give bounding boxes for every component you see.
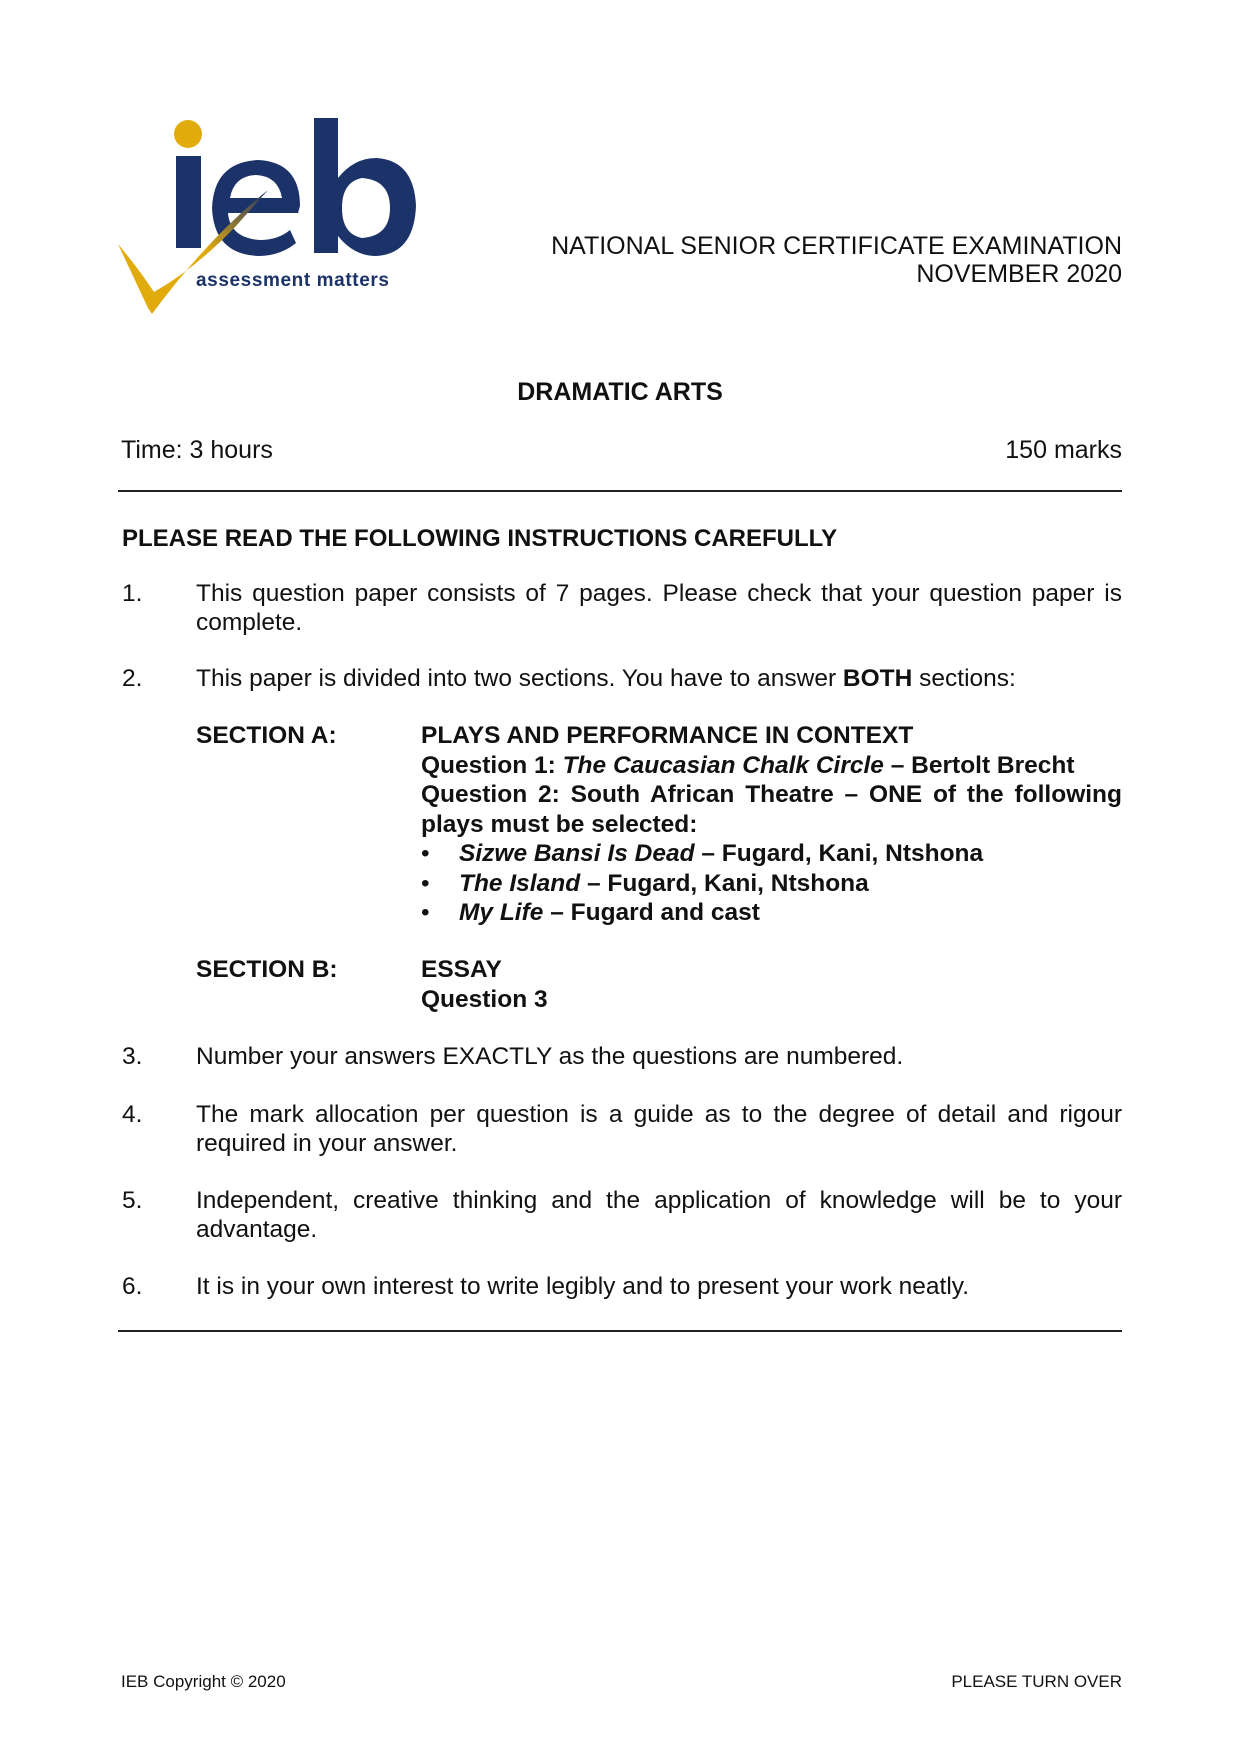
footer-copyright: IEB Copyright © 2020 [121,1672,286,1691]
ieb-logo [118,118,478,358]
instruction-item [122,664,1122,694]
question-1-line: Question 1: The Caucasian Chalk Circle – Bertolt Brecht [421,751,1075,779]
section-a-label: SECTION A: [196,722,337,749]
instruction-number: 3. [122,1043,143,1070]
bottom-divider [118,1330,1122,1332]
instruction-text: This question paper consists of 7 pages. Please check that your question paper is complete. [196,580,1122,636]
play-list-item: • Sizwe Bansi Is Dead – Fugard, Kani, Ntshona [421,840,984,867]
svg-text:assessment matters: assessment matters [196,270,390,291]
instruction-item [122,1100,1122,1160]
instruction-text: It is in your own interest to write legibly and to present your work neatly. [196,1273,970,1300]
top-divider [118,490,1122,492]
exam-marks: 150 marks [1005,436,1122,464]
instruction-number: 4. [122,1101,143,1128]
exam-date: NOVEMBER 2020 [916,260,1122,288]
play-list-item: • My Life – Fugard and cast [421,899,760,926]
exam-title: NATIONAL SENIOR CERTIFICATE EXAMINATION [551,232,1122,260]
instructions-heading: PLEASE READ THE FOLLOWING INSTRUCTIONS CAREFULLY [122,525,838,552]
section-b-label: SECTION B: [196,956,338,983]
instruction-item [122,1272,1122,1302]
exam-time: Time: 3 hours [121,436,273,464]
instruction-number: 2. [122,665,143,692]
instruction-item [122,1186,1122,1246]
question-3-line: Question 3 [421,985,548,1013]
question-2-line: Question 2: South African Theatre – ONE of the following [421,781,1122,808]
instruction-text: This paper is divided into two sections. You have to answer BOTH sections: [196,665,1016,692]
section-a-details [421,721,1122,928]
instruction-number: 5. [122,1187,143,1214]
ieb-logo-graphic [118,118,478,358]
instruction-item [122,1042,1122,1072]
section-b-heading: ESSAY [421,956,502,983]
play-list-item: • The Island – Fugard, Kani, Ntshona [421,869,869,897]
section-a-heading: PLAYS AND PERFORMANCE IN CONTEXT [421,722,914,749]
instruction-text: Independent, creative thinking and the application of knowledge will be to your advantage. [196,1187,1122,1243]
question-2-line-cont: plays must be selected: [421,810,698,838]
instruction-number: 6. [122,1273,143,1300]
instruction-number: 1. [122,580,143,607]
footer-turn-over: PLEASE TURN OVER [951,1672,1122,1691]
subject-title: DRAMATIC ARTS [517,378,723,406]
section-b-details [421,955,1122,1014]
instruction-text: Number your answers EXACTLY as the questions are numbered. [196,1043,904,1070]
instruction-item [122,579,1122,639]
instruction-text: The mark allocation per question is a guide as to the degree of detail and rigour required in your answer. [196,1101,1122,1157]
